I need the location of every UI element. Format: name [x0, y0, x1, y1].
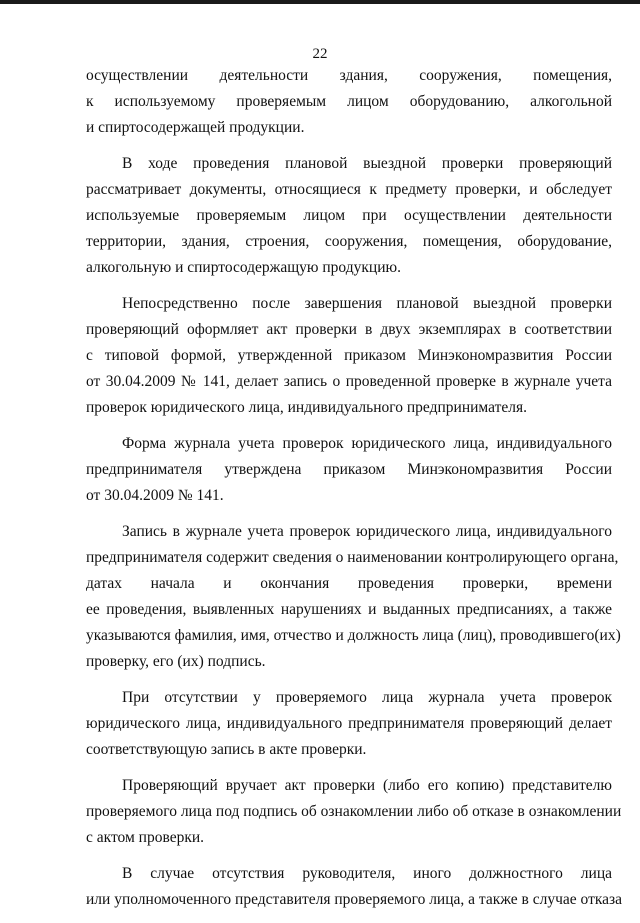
text-line: Запись в журнале учета проверок юридического лица, индивидуального: [122, 523, 612, 540]
text-line: соответствующую запись в акте проверки.: [86, 741, 367, 758]
text-line: Непосредственно после завершения плановой выездной проверки: [122, 295, 612, 312]
text-line: Проверяющий вручает акт проверки (либо его копию) представителю: [122, 777, 612, 794]
text-line: рассматривает документы, относящиеся к предмету проверки, и обследует: [86, 181, 612, 198]
paragraph: [86, 63, 612, 141]
text-line: проверку, его (их) подпись.: [86, 653, 266, 670]
text-line: Форма журнала учета проверок юридического лица, индивидуального: [122, 435, 612, 452]
text-line: от 30.04.2009 № 141.: [86, 487, 224, 504]
document-body: [86, 63, 623, 923]
text-line: с типовой формой, утвержденной приказом Минэкономразвития России: [86, 347, 612, 364]
text-line: алкогольную и спиртосодержащую продукцию.: [86, 259, 401, 276]
text-line: ее проведения, выявленных нарушениях и выданных предписаниях, а также: [86, 601, 612, 618]
text-line: юридического лица, индивидуального предпринимателя проверяющий делает: [86, 715, 612, 732]
page-number: 22: [312, 46, 328, 62]
text-line: к используемому проверяемым лицом оборудованию, алкогольной: [86, 93, 612, 110]
text-line: территории, здания, строения, сооружения, помещения, оборудование,: [86, 233, 612, 250]
text-line: проверок юридического лица, индивидуального предпринимателя.: [86, 399, 527, 416]
paragraph: [86, 431, 612, 509]
paragraph: [86, 519, 621, 675]
text-line: датах начала и окончания проведения проверки, времени: [86, 575, 612, 592]
text-line: При отсутствии у проверяемого лица журнала учета проверок: [122, 689, 612, 706]
text-line: предпринимателя содержит сведения о наименовании контролирующего органа,: [86, 549, 619, 566]
text-line: и спиртосодержащей продукции.: [86, 119, 305, 136]
text-line: предпринимателя утверждена приказом Минэкономразвития России: [86, 461, 612, 478]
text-line: используемые проверяемым лицом при осуществлении деятельности: [86, 207, 612, 224]
text-line: В случае отсутствия руководителя, иного должностного лица: [122, 865, 612, 882]
paragraph: [86, 151, 612, 281]
text-line: или уполномоченного представителя проверяемого лица, а также в случае отказа: [86, 891, 623, 908]
text-line: осуществлении деятельности здания, сооружения, помещения,: [86, 67, 612, 84]
paragraph: [86, 861, 623, 913]
text-line: проверяемого лица под подпись об ознакомлении либо об отказе в ознакомлении: [86, 803, 622, 820]
paragraph: [86, 685, 612, 763]
top-border-rule: [0, 0, 640, 4]
text-line: с актом проверки.: [86, 829, 205, 846]
text-line: указываются фамилия, имя, отчество и должность лица (лиц), проводившего(их): [86, 627, 621, 644]
paragraph: [86, 773, 622, 851]
paragraph: [86, 291, 612, 421]
text-line: В ходе проведения плановой выездной проверки проверяющий: [122, 155, 612, 172]
text-line: от 30.04.2009 № 141, делает запись о проведенной проверке в журнале учета: [86, 373, 612, 390]
text-line: проверяющий оформляет акт проверки в двух экземплярах в соответствии: [86, 321, 612, 338]
